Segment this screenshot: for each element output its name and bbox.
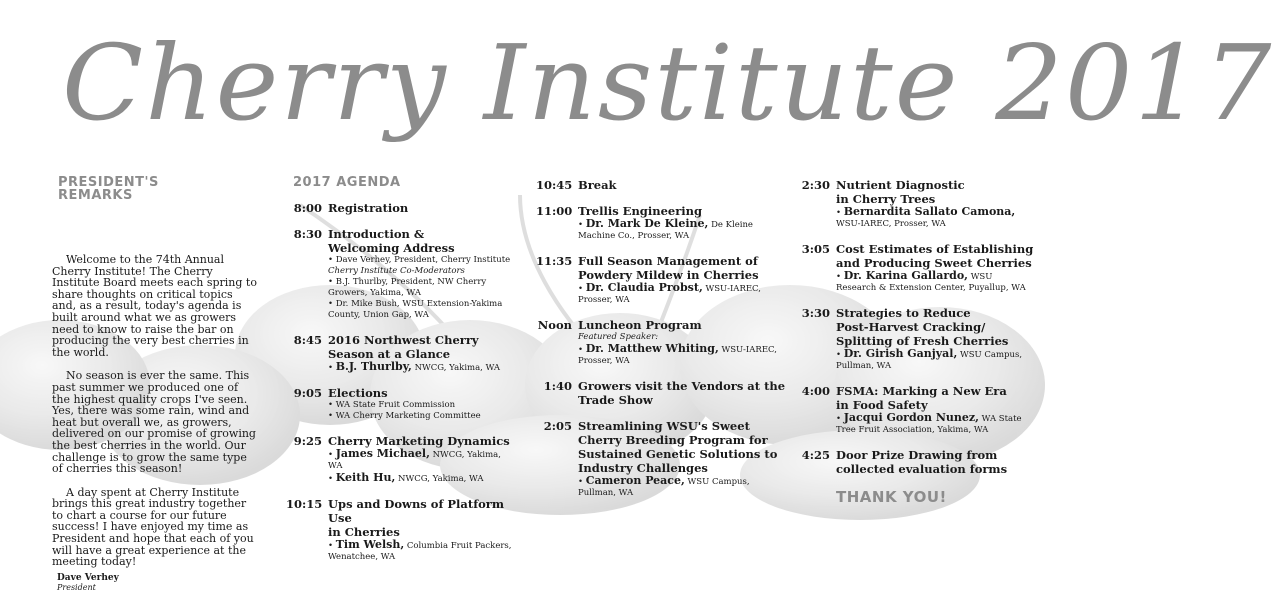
- agenda-time: 3:30: [801, 306, 830, 320]
- agenda-speaker: [328, 299, 518, 321]
- agenda-item: [794, 306, 1034, 372]
- speaker-affiliation: NWCG, Yakima, WA: [398, 474, 484, 484]
- agenda-speaker: [328, 255, 518, 266]
- agenda-speaker: [578, 218, 786, 242]
- bullet-icon: •: [328, 450, 336, 460]
- speaker-affiliation: WSU Extension-Yakima County, Union Gap, WA: [328, 299, 503, 320]
- agenda-item: [794, 178, 1034, 230]
- bullet-icon: •: [328, 411, 336, 421]
- agenda-title: Break: [578, 178, 617, 192]
- agenda-title: Nutrient Diagnostic in Cherry Trees: [836, 178, 965, 206]
- remarks-paragraph: No season is ever the same. This past summer we produced one of the highest quality crops I've seen. Yes, there was some rain, wind and heat but overall we, as growers, delivered on our promise of growing the best cherries in the world. Our challenge is to grow the same type of cherries this season!: [52, 369, 256, 476]
- speaker-name: Keith Hu,: [335, 471, 396, 484]
- agenda-item: [286, 497, 518, 563]
- agenda-title: FSMA: Marking a New Era in Food Safety: [836, 384, 1007, 412]
- agenda-speaker: [578, 343, 786, 367]
- agenda-item: [286, 201, 518, 215]
- agenda-title: Strategies to Reduce Post-Harvest Cracking/ Splitting of Fresh Cherries: [836, 306, 1009, 348]
- agenda-speaker: [578, 475, 786, 499]
- signature-name: Dave Verhey: [57, 572, 119, 583]
- agenda-time: 9:05: [293, 386, 322, 400]
- bullet-icon: •: [328, 400, 336, 410]
- agenda-speaker: [328, 411, 518, 422]
- speaker-name: James Michael,: [335, 447, 430, 460]
- agenda-item: [536, 379, 786, 407]
- agenda-time: 8:00: [293, 201, 322, 215]
- agenda-speaker: [328, 539, 518, 563]
- speaker-affiliation: WA State Tree Fruit Association, Yakima, WA: [836, 414, 1022, 435]
- bullet-icon: •: [578, 345, 586, 355]
- agenda-title: Door Prize Drawing from collected evaluation forms: [836, 448, 1008, 476]
- agenda-speaker: [578, 282, 786, 306]
- agenda-time: 3:05: [801, 242, 830, 256]
- speaker-affiliation: Columbia Fruit Packers, Wenatchee, WA: [328, 541, 512, 562]
- speaker-affiliation: President, Cherry Institute: [394, 255, 511, 265]
- agenda-speaker: [328, 448, 518, 472]
- speaker-name: Tim Welsh,: [335, 538, 405, 551]
- agenda-title: Introduction & Welcoming Address: [328, 227, 455, 255]
- speaker-name: Dr. Mike Bush,: [335, 299, 400, 309]
- agenda-item: [794, 384, 1034, 436]
- speaker-affiliation: President, NW Cherry Growers, Yakima, WA: [328, 277, 487, 298]
- bullet-icon: •: [328, 474, 336, 484]
- speaker-affiliation: NWCG, Yakima, WA: [414, 363, 501, 373]
- agenda-time: Noon: [537, 318, 572, 332]
- speaker-affiliation: NWCG, Yakima, WA: [328, 450, 501, 471]
- speaker-affiliation: WSU-IAREC, Prosser, WA: [578, 284, 761, 305]
- agenda-title: Ups and Downs of Platform Use in Cherries: [328, 497, 505, 539]
- agenda-time: 1:40: [543, 379, 572, 393]
- speaker-name: Dave Verhey,: [335, 255, 392, 265]
- presidents-remarks: [52, 176, 258, 592]
- agenda-speaker-label: Featured Speaker:: [578, 332, 659, 342]
- speaker-affiliation: WSU-IAREC, Prosser, WA: [836, 219, 946, 229]
- speaker-affiliation: De Kleine Machine Co., Prosser, WA: [578, 220, 753, 241]
- agenda-time: 11:00: [536, 204, 573, 218]
- agenda-item: [536, 204, 786, 242]
- agenda-title: Streamlining WSU's Sweet Cherry Breeding Program for Sustained Genetic Solutions to Industry Challenges: [578, 419, 778, 475]
- speaker-name: Dr. Mark De Kleine,: [585, 217, 709, 230]
- speaker-affiliation: WSU Campus, Pullman, WA: [578, 477, 750, 498]
- speaker-affiliation: WSU-IAREC, Prosser, WA: [578, 345, 777, 366]
- speaker-name: Dr. Karina Gallardo,: [843, 269, 968, 282]
- signature-role: President: [57, 582, 96, 592]
- agenda-title: Growers visit the Vendors at the Trade Show: [578, 379, 786, 407]
- agenda-time: 4:25: [801, 448, 830, 462]
- bullet-icon: •: [328, 255, 336, 265]
- agenda-time: 2:05: [543, 419, 572, 433]
- page-title: Cherry Institute 2017: [62, 22, 1273, 144]
- speaker-name: Dr. Girish Ganjyal,: [843, 347, 958, 360]
- agenda-title: Luncheon Program: [578, 318, 702, 332]
- agenda-column-3: [794, 178, 1034, 506]
- agenda-time: 9:25: [293, 434, 322, 448]
- agenda-column-1: [286, 176, 518, 575]
- bullet-icon: •: [836, 350, 844, 360]
- agenda-time: 2:30: [801, 178, 830, 192]
- agenda-column-2: [536, 178, 786, 511]
- bullet-icon: •: [836, 414, 844, 424]
- agenda-speaker: [328, 277, 518, 299]
- bullet-icon: •: [836, 208, 844, 218]
- agenda-item: [794, 242, 1034, 294]
- speaker-name: WA State Fruit Commission: [335, 400, 456, 410]
- speaker-name: Cameron Peace,: [585, 474, 685, 487]
- bullet-icon: •: [578, 477, 586, 487]
- agenda-item: [286, 434, 518, 485]
- thank-you-text: THANK YOU!: [836, 488, 947, 506]
- speaker-name: B.J. Thurlby,: [335, 277, 389, 287]
- agenda-item: [536, 419, 786, 499]
- speaker-affiliation: WSU Research & Extension Center, Puyallup, WA: [836, 272, 1026, 293]
- bullet-icon: •: [328, 277, 336, 287]
- agenda-time: 10:15: [286, 497, 323, 511]
- agenda-speaker: [328, 361, 518, 374]
- agenda-title: Elections: [328, 386, 388, 400]
- bullet-icon: •: [328, 299, 336, 309]
- agenda-speaker: [836, 412, 1034, 436]
- speaker-name: Jacqui Gordon Nunez,: [843, 411, 979, 424]
- agenda-heading: 2017 AGENDA: [293, 175, 401, 190]
- bullet-icon: •: [328, 363, 336, 373]
- agenda-speaker: [836, 348, 1034, 372]
- remarks-paragraph: Welcome to the 74th Annual Cherry Institute! The Cherry Institute Board meets each spring to share thoughts on critical topics and, as a result, today's agenda is built around what we as growers need to know to raise the bar on producing the very best cherries in the world.: [52, 253, 257, 359]
- speaker-name: B.J. Thurlby,: [335, 360, 412, 373]
- agenda-title: Trellis Engineering: [578, 204, 703, 218]
- agenda-item: [794, 448, 1034, 476]
- agenda-title: Full Season Management of Powdery Mildew in Cherries: [578, 254, 759, 282]
- remarks-paragraph: A day spent at Cherry Institute brings this great industry together to chart a course for our future success! I have enjoyed my time as President and hope that each of you will have a great experience at the meeting today!: [52, 485, 254, 569]
- agenda-speaker-label: Cherry Institute Co-Moderators: [328, 266, 465, 276]
- agenda-time: 10:45: [536, 178, 573, 192]
- agenda-title: Registration: [328, 201, 409, 215]
- speaker-name: WA Cherry Marketing Committee: [335, 411, 481, 421]
- agenda-title: 2016 Northwest Cherry Season at a Glance: [328, 333, 479, 361]
- agenda-speaker: [836, 270, 1034, 294]
- agenda-item: [536, 178, 786, 192]
- agenda-title: Cherry Marketing Dynamics: [328, 434, 510, 448]
- speaker-affiliation: WSU Campus, Pullman, WA: [836, 350, 1023, 371]
- agenda-time: 8:45: [293, 333, 322, 347]
- agenda-item: [286, 227, 518, 321]
- speaker-name: Dr. Matthew Whiting,: [585, 342, 719, 355]
- agenda-item: [286, 386, 518, 422]
- agenda-time: 4:00: [801, 384, 830, 398]
- bullet-icon: •: [328, 541, 336, 551]
- speaker-name: Bernardita Sallato Camona,: [843, 205, 1016, 218]
- presidents-remarks-heading: PRESIDENT'S REMARKS: [58, 175, 159, 203]
- agenda-item: [536, 254, 786, 306]
- bullet-icon: •: [578, 284, 586, 294]
- agenda-time: 11:35: [536, 254, 573, 268]
- agenda-title: Cost Estimates of Establishing and Producing Sweet Cherries: [836, 242, 1034, 270]
- agenda-speaker: [836, 206, 1034, 230]
- agenda-item: [286, 333, 518, 374]
- agenda-time: 8:30: [293, 227, 322, 241]
- bullet-icon: •: [836, 272, 844, 282]
- bullet-icon: •: [578, 220, 586, 230]
- agenda-item: [536, 318, 786, 367]
- speaker-name: Dr. Claudia Probst,: [585, 281, 703, 294]
- agenda-speaker: [328, 472, 518, 485]
- agenda-speaker: [328, 400, 518, 411]
